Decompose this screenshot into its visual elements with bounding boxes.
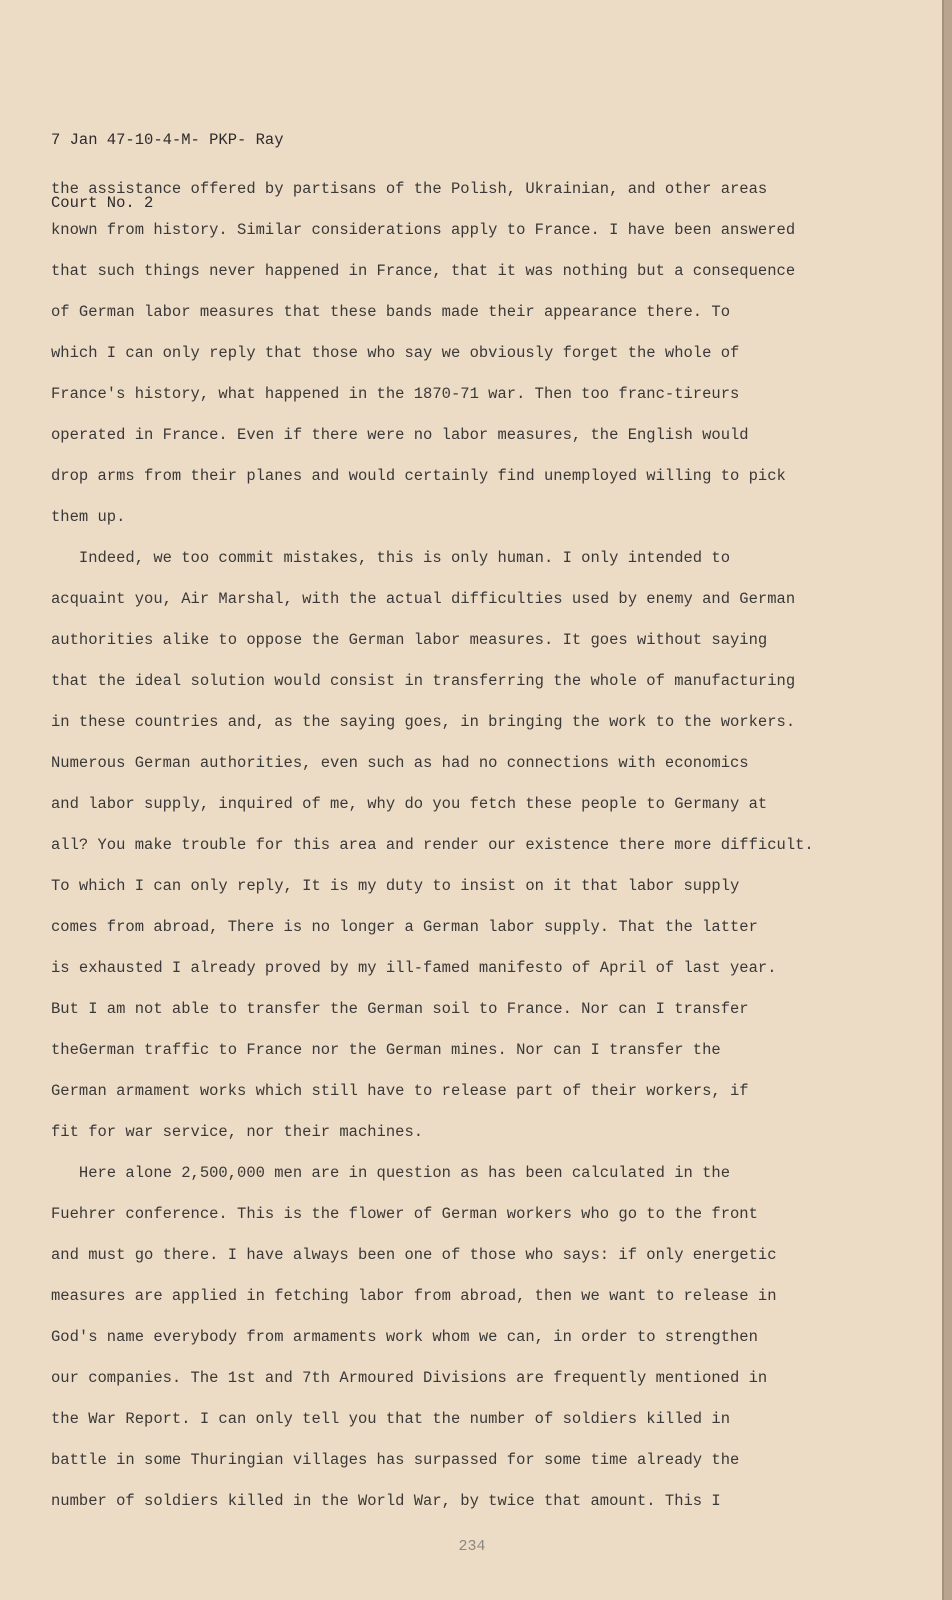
transcript-line: fit for war service, nor their machines. bbox=[51, 1123, 424, 1141]
transcript-line: German armament works which still have to release part of their workers, if bbox=[51, 1082, 749, 1100]
transcript-line: But I am not able to transfer the German soil to France. Nor can I transfer bbox=[51, 1000, 749, 1018]
transcript-line: that the ideal solution would consist in transferring the whole of manufacturing bbox=[51, 672, 796, 690]
transcript-line: known from history. Similar considerations apply to France. I have been answered bbox=[51, 221, 796, 239]
transcript-line: acquaint you, Air Marshal, with the actual difficulties used by enemy and German bbox=[51, 590, 796, 608]
transcript-line: Here alone 2,500,000 men are in question as has been calculated in the bbox=[51, 1164, 731, 1182]
transcript-line: Indeed, we too commit mistakes, this is only human. I only intended to bbox=[51, 549, 731, 567]
transcript-line: and must go there. I have always been one of those who says: if only energetic bbox=[51, 1246, 777, 1264]
transcript-line: France's history, what happened in the 1870-71 war. Then too franc-tireurs bbox=[51, 385, 740, 403]
transcript-body bbox=[51, 169, 931, 1522]
transcript-line: which I can only reply that those who say we obviously forget the whole of bbox=[51, 344, 740, 362]
transcript-line: our companies. The 1st and 7th Armoured Divisions are frequently mentioned in bbox=[51, 1369, 768, 1387]
transcript-line: Numerous German authorities, even such as had no connections with economics bbox=[51, 754, 749, 772]
page-number: 234 bbox=[458, 1538, 486, 1555]
transcript-line: the assistance offered by partisans of the Polish, Ukrainian, and other areas bbox=[51, 180, 768, 198]
header-reference: 7 Jan 47-10-4-M- PKP- Ray bbox=[51, 131, 284, 149]
transcript-line: drop arms from their planes and would certainly find unemployed willing to pick bbox=[51, 467, 786, 485]
transcript-line: and labor supply, inquired of me, why do you fetch these people to Germany at bbox=[51, 795, 768, 813]
transcript-line: number of soldiers killed in the World War, by twice that amount. This I bbox=[51, 1492, 721, 1510]
transcript-line: operated in France. Even if there were no labor measures, the English would bbox=[51, 426, 749, 444]
transcript-line: To which I can only reply, It is my duty to insist on it that labor supply bbox=[51, 877, 740, 895]
transcript-line: theGerman traffic to France nor the German mines. Nor can I transfer the bbox=[51, 1041, 721, 1059]
transcript-line: in these countries and, as the saying goes, in bringing the work to the workers. bbox=[51, 713, 796, 731]
transcript-line: of German labor measures that these bands made their appearance there. To bbox=[51, 303, 731, 321]
transcript-line: authorities alike to oppose the German labor measures. It goes without saying bbox=[51, 631, 768, 649]
transcript-line: God's name everybody from armaments work whom we can, in order to strengthen bbox=[51, 1328, 758, 1346]
transcript-line: battle in some Thuringian villages has surpassed for some time already the bbox=[51, 1451, 740, 1469]
transcript-line: is exhausted I already proved by my ill-famed manifesto of April of last year. bbox=[51, 959, 777, 977]
transcript-line: that such things never happened in France, that it was nothing but a consequence bbox=[51, 262, 796, 280]
transcript-line: Fuehrer conference. This is the flower of German workers who go to the front bbox=[51, 1205, 758, 1223]
transcript-line: them up. bbox=[51, 508, 126, 526]
transcript-line: measures are applied in fetching labor from abroad, then we want to release in bbox=[51, 1287, 777, 1305]
transcript-line: all? You make trouble for this area and render our existence there more difficult. bbox=[51, 836, 814, 854]
transcript-line: comes from abroad, There is no longer a German labor supply. That the latter bbox=[51, 918, 758, 936]
header-court: Court No. 2 bbox=[51, 194, 154, 212]
transcript-line: the War Report. I can only tell you that the number of soldiers killed in bbox=[51, 1410, 731, 1428]
